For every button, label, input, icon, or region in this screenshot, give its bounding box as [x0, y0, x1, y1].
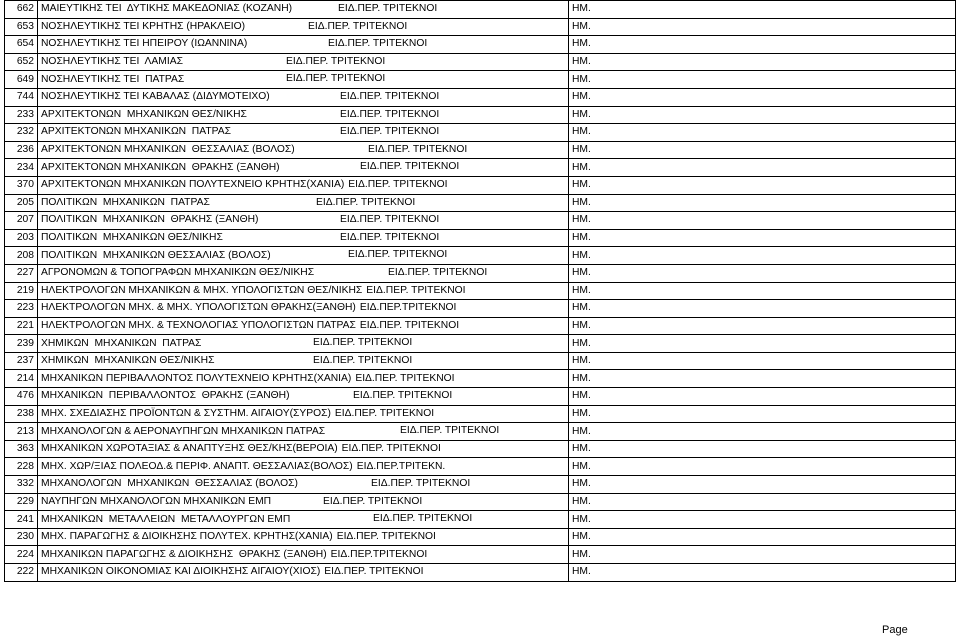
row-code: 654 [5, 36, 38, 54]
department-name: ΜΗΧ. ΧΩΡ/ΞΙΑΣ ΠΟΛΕΟΔ.& ΠΕΡΙΦ. ΑΝΑΠΤ. ΘΕΣΣΑΛΙΑΣ(ΒΟΛΟΣ) [41, 460, 353, 472]
row-hm: ΗΜ. [569, 18, 956, 36]
category-label: ΕΙΔ.ΠΕΡ. ΤΡΙΤΕΚΝΟΙ [360, 161, 460, 173]
category-label: ΕΙΔ.ΠΕΡ.ΤΡΙΤΕΚΝΟΙ [330, 548, 428, 560]
row-description [38, 53, 569, 71]
table-row [5, 405, 956, 423]
table-row [5, 317, 956, 335]
row-hm: ΗΜ. [569, 528, 956, 546]
row-code: 205 [5, 194, 38, 212]
row-description [38, 440, 569, 458]
table-row [5, 423, 956, 441]
category-label: ΕΙΔ.ΠΕΡ. ΤΡΙΤΕΚΝΟΙ [340, 214, 440, 226]
category-label: ΕΙΔ.ΠΕΡ. ΤΡΙΤΕΚΝΟΙ [324, 566, 424, 578]
row-hm: ΗΜ. [569, 352, 956, 370]
row-code: 649 [5, 71, 38, 89]
table-row [5, 370, 956, 388]
row-description [38, 300, 569, 318]
row-hm: ΗΜ. [569, 511, 956, 529]
row-code: 476 [5, 388, 38, 406]
row-hm: ΗΜ. [569, 335, 956, 353]
row-description [38, 476, 569, 494]
row-code: 230 [5, 528, 38, 546]
row-description [38, 264, 569, 282]
table-row [5, 229, 956, 247]
table-row [5, 88, 956, 106]
row-code: 238 [5, 405, 38, 423]
category-label: ΕΙΔ.ΠΕΡ.ΤΡΙΤΕΚΝ. [356, 460, 446, 472]
row-description [38, 335, 569, 353]
category-label: ΕΙΔ.ΠΕΡ. ΤΡΙΤΕΚΝΟΙ [323, 495, 423, 507]
category-label: ΕΙΔ.ΠΕΡ. ΤΡΙΤΕΚΝΟΙ [334, 407, 435, 419]
row-hm: ΗΜ. [569, 176, 956, 194]
department-name: ΑΡΧΙΤΕΚΤΟΝΩΝ ΜΗΧΑΝΙΚΩΝ ΠΑΤΡΑΣ [41, 126, 231, 138]
row-hm: ΗΜ. [569, 141, 956, 159]
table-row [5, 247, 956, 265]
category-label: ΕΙΔ.ΠΕΡ. ΤΡΙΤΕΚΝΟΙ [400, 425, 500, 437]
department-name: ΧΗΜΙΚΩΝ ΜΗΧΑΝΙΚΩΝ ΠΑΤΡΑΣ [41, 337, 202, 349]
row-hm: ΗΜ. [569, 423, 956, 441]
table-row [5, 440, 956, 458]
row-code: 744 [5, 88, 38, 106]
row-description [38, 229, 569, 247]
table-row [5, 212, 956, 230]
table-row [5, 159, 956, 177]
row-description [38, 124, 569, 142]
category-label: ΕΙΔ.ΠΕΡ. ΤΡΙΤΕΚΝΟΙ [316, 196, 416, 208]
department-name: ΠΟΛΙΤΙΚΩΝ ΜΗΧΑΝΙΚΩΝ ΘΕΣ/ΝΙΚΗΣ [41, 232, 223, 244]
row-hm: ΗΜ. [569, 476, 956, 494]
row-description [38, 159, 569, 177]
row-hm: ΗΜ. [569, 36, 956, 54]
row-code: 203 [5, 229, 38, 247]
row-code: 332 [5, 476, 38, 494]
category-label: ΕΙΔ.ΠΕΡ. ΤΡΙΤΕΚΝΟΙ [373, 513, 473, 525]
row-description [38, 106, 569, 124]
department-name: ΝΟΣΗΛΕΥΤΙΚΗΣ ΤΕΙ ΚΡΗΤΗΣ (ΗΡΑΚΛΕΙΟ) [41, 20, 246, 32]
category-label: ΕΙΔ.ΠΕΡ. ΤΡΙΤΕΚΝΟΙ [313, 354, 413, 366]
row-code: 363 [5, 440, 38, 458]
row-code: 234 [5, 159, 38, 177]
row-code: 236 [5, 141, 38, 159]
department-name: ΝΟΣΗΛΕΥΤΙΚΗΣ ΤΕΙ ΠΑΤΡΑΣ [41, 73, 185, 85]
row-description [38, 1, 569, 19]
row-hm: ΗΜ. [569, 53, 956, 71]
table-row [5, 141, 956, 159]
department-name: ΜΗΧΑΝΟΛΟΓΩΝ & ΑΕΡΟΝΑΥΠΗΓΩΝ ΜΗΧΑΝΙΚΩΝ ΠΑΤΡΑΣ [41, 425, 326, 437]
table-row [5, 71, 956, 89]
row-hm: ΗΜ. [569, 159, 956, 177]
row-code: 223 [5, 300, 38, 318]
department-name: ΜΗΧΑΝΙΚΩΝ ΜΕΤΑΛΛΕΙΩΝ ΜΕΤΑΛΛΟΥΡΓΩΝ ΕΜΠ [41, 513, 291, 525]
row-code: 227 [5, 264, 38, 282]
row-description [38, 423, 569, 441]
row-description [38, 317, 569, 335]
row-hm: ΗΜ. [569, 370, 956, 388]
department-name: ΧΗΜΙΚΩΝ ΜΗΧΑΝΙΚΩΝ ΘΕΣ/ΝΙΚΗΣ [41, 355, 215, 367]
row-description [38, 405, 569, 423]
table-row [5, 458, 956, 476]
department-name: ΗΛΕΚΤΡΟΛΟΓΩΝ ΜΗΧ. & ΤΕΧΝΟΛΟΓΙΑΣ ΥΠΟΛΟΓΙΣΤΩΝ ΠΑΤΡΑΣ [41, 319, 356, 331]
row-hm: ΗΜ. [569, 300, 956, 318]
row-code: 370 [5, 176, 38, 194]
row-hm: ΗΜ. [569, 247, 956, 265]
row-hm: ΗΜ. [569, 106, 956, 124]
table-row [5, 476, 956, 494]
department-name: ΠΟΛΙΤΙΚΩΝ ΜΗΧΑΝΙΚΩΝ ΘΡΑΚΗΣ (ΞΑΝΘΗ) [41, 214, 259, 226]
table-row [5, 282, 956, 300]
department-name: ΑΡΧΙΤΕΚΤΟΝΩΝ ΜΗΧΑΝΙΚΩΝ ΘΕΣ/ΝΙΚΗΣ [41, 108, 247, 120]
row-code: 662 [5, 1, 38, 19]
row-hm: ΗΜ. [569, 71, 956, 89]
row-hm: ΗΜ. [569, 229, 956, 247]
department-name: ΗΛΕΚΤΡΟΛΟΓΩΝ ΜΗΧ. & ΜΗΧ. ΥΠΟΛΟΓΙΣΤΩΝ ΘΡΑΚΗΣ(ΞΑΝΘΗ) [41, 302, 356, 314]
department-name: ΝΟΣΗΛΕΥΤΙΚΗΣ ΤΕΙ ΛΑΜΙΑΣ [41, 56, 183, 68]
row-code: 241 [5, 511, 38, 529]
category-label: ΕΙΔ.ΠΕΡ. ΤΡΙΤΕΚΝΟΙ [341, 443, 441, 455]
table-row [5, 300, 956, 318]
row-hm: ΗΜ. [569, 546, 956, 564]
row-hm: ΗΜ. [569, 88, 956, 106]
row-description [38, 88, 569, 106]
row-description [38, 564, 569, 582]
row-hm: ΗΜ. [569, 493, 956, 511]
department-name: ΝΟΣΗΛΕΥΤΙΚΗΣ ΤΕΙ ΗΠΕΙΡΟΥ (ΙΩΑΝΝΙΝΑ) [41, 38, 248, 50]
row-description [38, 370, 569, 388]
category-label: ΕΙΔ.ΠΕΡ. ΤΡΙΤΕΚΝΟΙ [340, 108, 440, 120]
row-description [38, 247, 569, 265]
row-code: 652 [5, 53, 38, 71]
table-row [5, 106, 956, 124]
category-label: ΕΙΔ.ΠΕΡ. ΤΡΙΤΕΚΝΟΙ [359, 319, 460, 331]
row-description [38, 352, 569, 370]
table-row [5, 1, 956, 19]
department-name: ΜΗΧΑΝΙΚΩΝ ΧΩΡΟΤΑΞΙΑΣ & ΑΝΑΠΤΥΞΗΣ ΘΕΣ/ΚΗΣ(ΒΕΡΟΙΑ) [41, 443, 338, 455]
department-name: ΜΗΧΑΝΙΚΩΝ ΠΑΡΑΓΩΓΗΣ & ΔΙΟΙΚΗΣΗΣ ΘΡΑΚΗΣ (ΞΑΝΘΗ) [41, 548, 327, 560]
table-row [5, 388, 956, 406]
row-description [38, 212, 569, 230]
table-row [5, 335, 956, 353]
category-label: ΕΙΔ.ΠΕΡ. ΤΡΙΤΕΚΝΟΙ [368, 143, 468, 155]
row-description [38, 18, 569, 36]
category-label: ΕΙΔ.ΠΕΡ. ΤΡΙΤΕΚΝΟΙ [371, 478, 471, 490]
category-label: ΕΙΔ.ΠΕΡ. ΤΡΙΤΕΚΝΟΙ [336, 531, 436, 543]
row-description [38, 36, 569, 54]
row-description [38, 282, 569, 300]
category-label: ΕΙΔ.ΠΕΡ. ΤΡΙΤΕΚΝΟΙ [355, 372, 455, 384]
table-row [5, 352, 956, 370]
department-name: ΑΡΧΙΤΕΚΤΟΝΩΝ ΜΗΧΑΝΙΚΩΝ ΘΕΣΣΑΛΙΑΣ (ΒΟΛΟΣ) [41, 144, 295, 156]
row-description [38, 194, 569, 212]
page-label: Page [882, 624, 908, 636]
table-row [5, 36, 956, 54]
department-name: ΜΗΧ. ΣΧΕΔΙΑΣΗΣ ΠΡΟΪΟΝΤΩΝ & ΣΥΣΤΗΜ. ΑΙΓΑΙΟΥ(ΣΥΡΟΣ) [41, 407, 331, 419]
category-label: ΕΙΔ.ΠΕΡ. ΤΡΙΤΕΚΝΟΙ [286, 73, 386, 85]
row-hm: ΗΜ. [569, 458, 956, 476]
row-code: 233 [5, 106, 38, 124]
category-label: ΕΙΔ.ΠΕΡ. ΤΡΙΤΕΚΝΟΙ [353, 390, 453, 402]
table-row [5, 564, 956, 582]
table-row [5, 53, 956, 71]
row-description [38, 528, 569, 546]
row-description [38, 511, 569, 529]
row-hm: ΗΜ. [569, 388, 956, 406]
category-label: ΕΙΔ.ΠΕΡ. ΤΡΙΤΕΚΝΟΙ [313, 337, 413, 349]
department-name: ΝΟΣΗΛΕΥΤΙΚΗΣ ΤΕΙ ΚΑΒΑΛΑΣ (ΔΙΔΥΜΟΤΕΙΧΟ) [41, 91, 270, 103]
category-label: ΕΙΔ.ΠΕΡ. ΤΡΙΤΕΚΝΟΙ [348, 249, 448, 261]
row-description [38, 176, 569, 194]
row-code: 207 [5, 212, 38, 230]
row-code: 228 [5, 458, 38, 476]
row-description [38, 458, 569, 476]
row-code: 214 [5, 370, 38, 388]
category-label: ΕΙΔ.ΠΕΡ.ΤΡΙΤΕΚΝΟΙ [359, 302, 457, 314]
row-hm: ΗΜ. [569, 1, 956, 19]
row-code: 208 [5, 247, 38, 265]
department-name: ΜΑΙΕΥΤΙΚΗΣ ΤΕΙ ΔΥΤΙΚΗΣ ΜΑΚΕΔΟΝΙΑΣ (ΚΟΖΑΝΗ) [41, 3, 293, 15]
row-code: 222 [5, 564, 38, 582]
category-label: ΕΙΔ.ΠΕΡ. ΤΡΙΤΕΚΝΟΙ [340, 90, 440, 102]
department-name: ΜΗΧΑΝΙΚΩΝ ΠΕΡΙΒΑΛΛΟΝΤΟΣ ΘΡΑΚΗΣ (ΞΑΝΘΗ) [41, 390, 290, 402]
table-row [5, 194, 956, 212]
row-description [38, 493, 569, 511]
table-row [5, 546, 956, 564]
department-name: ΑΓΡΟΝΟΜΩΝ & ΤΟΠΟΓΡΑΦΩΝ ΜΗΧΑΝΙΚΩΝ ΘΕΣ/ΝΙΚΗΣ [41, 267, 315, 279]
category-label: ΕΙΔ.ΠΕΡ. ΤΡΙΤΕΚΝΟΙ [340, 126, 440, 138]
row-hm: ΗΜ. [569, 264, 956, 282]
row-hm: ΗΜ. [569, 564, 956, 582]
department-name: ΠΟΛΙΤΙΚΩΝ ΜΗΧΑΝΙΚΩΝ ΠΑΤΡΑΣ [41, 196, 210, 208]
category-label: ΕΙΔ.ΠΕΡ. ΤΡΙΤΕΚΝΟΙ [286, 55, 386, 67]
row-description [38, 388, 569, 406]
table-row [5, 528, 956, 546]
row-code: 213 [5, 423, 38, 441]
department-name: ΗΛΕΚΤΡΟΛΟΓΩΝ ΜΗΧΑΝΙΚΩΝ & ΜΗΧ. ΥΠΟΛΟΓΙΣΤΩΝ ΘΕΣ/ΝΙΚΗΣ [41, 284, 363, 296]
category-label: ΕΙΔ.ΠΕΡ. ΤΡΙΤΕΚΝΟΙ [328, 38, 428, 50]
category-label: ΕΙΔ.ΠΕΡ. ΤΡΙΤΕΚΝΟΙ [340, 231, 440, 243]
row-code: 229 [5, 493, 38, 511]
row-hm: ΗΜ. [569, 212, 956, 230]
category-label: ΕΙΔ.ΠΕΡ. ΤΡΙΤΕΚΝΟΙ [308, 20, 408, 32]
department-name: ΜΗΧ. ΠΑΡΑΓΩΓΗΣ & ΔΙΟΙΚΗΣΗΣ ΠΟΛΥΤΕΧ. ΚΡΗΤΗΣ(ΧΑΝΙΑ) [41, 531, 333, 543]
row-code: 224 [5, 546, 38, 564]
table-body [5, 1, 956, 582]
row-code: 232 [5, 124, 38, 142]
table-row [5, 264, 956, 282]
admissions-table [4, 0, 956, 582]
category-label: ΕΙΔ.ΠΕΡ. ΤΡΙΤΕΚΝΟΙ [348, 179, 448, 191]
department-name: ΠΟΛΙΤΙΚΩΝ ΜΗΧΑΝΙΚΩΝ ΘΕΣΣΑΛΙΑΣ (ΒΟΛΟΣ) [41, 249, 271, 261]
category-label: ΕΙΔ.ΠΕΡ. ΤΡΙΤΕΚΝΟΙ [338, 3, 438, 14]
department-name: ΜΗΧΑΝΙΚΩΝ ΠΕΡΙΒΑΛΛΟΝΤΟΣ ΠΟΛΥΤΕΧΝΕΙΟ ΚΡΗΤΗΣ(ΧΑΝΙΑ) [41, 372, 352, 384]
department-name: ΜΗΧΑΝΟΛΟΓΩΝ ΜΗΧΑΝΙΚΩΝ ΘΕΣΣΑΛΙΑΣ (ΒΟΛΟΣ) [41, 478, 298, 490]
row-code: 653 [5, 18, 38, 36]
department-name: ΑΡΧΙΤΕΚΤΟΝΩΝ ΜΗΧΑΝΙΚΩΝ ΠΟΛΥΤΕΧΝΕΙΟ ΚΡΗΤΗΣ(ΧΑΝΙΑ) [41, 179, 345, 191]
department-name: ΜΗΧΑΝΙΚΩΝ ΟΙΚΟΝΟΜΙΑΣ ΚΑΙ ΔΙΟΙΚΗΣΗΣ ΑΙΓΑΙΟΥ(ΧΙΟΣ) [41, 566, 321, 578]
row-hm: ΗΜ. [569, 194, 956, 212]
row-hm: ΗΜ. [569, 124, 956, 142]
row-description [38, 546, 569, 564]
row-code: 239 [5, 335, 38, 353]
table-row [5, 511, 956, 529]
table-row [5, 493, 956, 511]
table-row [5, 18, 956, 36]
department-name: ΝΑΥΠΗΓΩΝ ΜΗΧΑΝΟΛΟΓΩΝ ΜΗΧΑΝΙΚΩΝ ΕΜΠ [41, 495, 272, 507]
row-hm: ΗΜ. [569, 405, 956, 423]
table-row [5, 176, 956, 194]
category-label: ΕΙΔ.ΠΕΡ. ΤΡΙΤΕΚΝΟΙ [366, 284, 466, 296]
row-description [38, 141, 569, 159]
row-code: 219 [5, 282, 38, 300]
row-hm: ΗΜ. [569, 440, 956, 458]
row-code: 221 [5, 317, 38, 335]
department-name: ΑΡΧΙΤΕΚΤΟΝΩΝ ΜΗΧΑΝΙΚΩΝ ΘΡΑΚΗΣ (ΞΑΝΘΗ) [41, 161, 280, 173]
row-description [38, 71, 569, 89]
row-code: 237 [5, 352, 38, 370]
row-hm: ΗΜ. [569, 317, 956, 335]
row-hm: ΗΜ. [569, 282, 956, 300]
table-row [5, 124, 956, 142]
category-label: ΕΙΔ.ΠΕΡ. ΤΡΙΤΕΚΝΟΙ [388, 266, 488, 278]
